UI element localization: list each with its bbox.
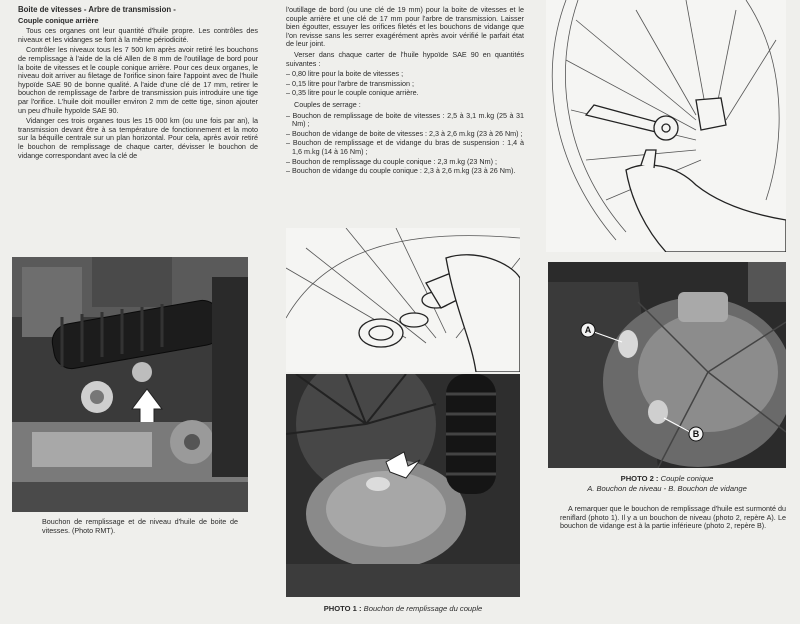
list-item: – Bouchon de vidange de boite de vitesses : 2,3 à 2,6 m.kg (23 à 26 Nm) ; bbox=[286, 128, 523, 138]
torque-list bbox=[286, 112, 524, 176]
paragraph: l'outillage de bord (ou une clé de 19 mm) pour la boite de vitesses et le couple arrière et une clé de 17 mm pour l'arbre de transmission. Laisser bien égoutter, essuyer les orifices filetés et les bouchons de vidange que l'on revisse sans les serrer exagérément après avoir vérifié le parfait état de leur joint. bbox=[286, 5, 524, 49]
list-item: – Bouchon de remplissage et de vidange du bras de suspension : 1,4 à 1,6 m.kg (14 à 16 Nm) ; bbox=[286, 138, 524, 156]
paragraph: Verser dans chaque carter de l'huile hypoïde SAE 90 en quantités suivantes : bbox=[286, 49, 524, 68]
column-2-text bbox=[286, 6, 524, 177]
photo-2-label-b: B bbox=[692, 429, 700, 439]
list-item: – 0,80 litre pour la boite de vitesses ; bbox=[286, 69, 404, 79]
section-subheading: Couple conique arrière bbox=[18, 15, 99, 25]
gearbox-photo-image bbox=[12, 257, 248, 512]
paragraph: Tous ces organes ont leur quantité d'huile propre. Les contrôles des niveaux et les vidanges se font à la même périodicité. bbox=[18, 26, 258, 44]
column-1-text bbox=[18, 6, 258, 162]
list-item: – 0,35 litre pour le couple conique arrière. bbox=[286, 88, 419, 98]
photo-2-legend: A. Bouchon de niveau - B. Bouchon de vidange bbox=[587, 484, 747, 493]
wrench-drawing bbox=[546, 0, 786, 252]
photo-2-caption-text: Couple conique bbox=[660, 474, 714, 483]
paragraph: Vidanger ces trois organes tous les 15 000 km (ou une fois par an), la transmission devant être à sa température de fonctionnement et la moto sur la béquille centrale sur un plan horizontal. Pour cela, après avoir retiré le bouchon de remplissage de chaque carter, dévisser le bouchon de vidange correspondant avec la clé de bbox=[18, 116, 258, 160]
photo-2-caption-prefix: PHOTO 2 : bbox=[620, 474, 659, 483]
photo-1-image bbox=[286, 374, 520, 597]
photo-2-label-a: A bbox=[584, 325, 592, 335]
photo-1 bbox=[286, 374, 520, 597]
paragraph: Contrôler les niveaux tous les 7 500 km après avoir retiré les bouchons de remplissage à l'aide de la clé Allen de 8 mm de l'outillage de bord pour la boite de vitesses et le couple conique arrière. Pour ces deux organes, le niveau doit arriver au filetage de l'orifice sinon faire l'appoint avec de l'huile hypoïde SAE 90 de bonne qualité. A l'aide d'une clé de 17 mm, retirer le bouchon de remplissage de l'arbre de transmission puis introduire une tige par l'orifice. L'huile doit mouiller environ 2 mm de cette tige, sinon ajouter un peu d'huile hypoïde SAE 90. bbox=[18, 45, 258, 115]
photo-1-caption-text: Bouchon de remplissage du couple bbox=[363, 604, 483, 613]
oil-quantity-list bbox=[286, 70, 524, 98]
list-item: – Bouchon de vidange du couple conique : 2,3 à 2,6 m.kg (23 à 26 Nm). bbox=[286, 166, 516, 176]
column-3-text bbox=[560, 505, 786, 533]
list-item: – Bouchon de remplissage du couple conique : 2,3 m.kg (23 Nm) ; bbox=[286, 156, 497, 166]
photo-2 bbox=[548, 262, 786, 468]
photo-1-caption bbox=[286, 604, 520, 613]
paragraph: A remarquer que le bouchon de remplissage d'huile est surmonté du reniflard (photo 1). Il y a un bouchon de niveau (photo 2, repère A). Le bouchon de vidange est à la partie inférieure (photo 2, repère B). bbox=[560, 504, 786, 531]
list-item: – Bouchon de remplissage de boite de vitesses : 2,5 à 3,1 m.kg (25 à 31 Nm) ; bbox=[286, 110, 524, 129]
photo-2-caption-title bbox=[548, 474, 786, 483]
gearbox-photo bbox=[12, 257, 248, 512]
section-heading: Boite de vitesses - Arbre de transmission - bbox=[18, 5, 176, 14]
torque-heading: Couples de serrage : bbox=[294, 99, 361, 109]
photo-2-image bbox=[548, 262, 786, 468]
filler-illustration bbox=[286, 228, 520, 372]
list-item: – 0,15 litre pour l'arbre de transmission ; bbox=[286, 78, 415, 88]
gearbox-photo-caption: Bouchon de remplissage et de niveau d'huile de boite de vitesses. (Photo RMT). bbox=[42, 517, 238, 535]
photo-1-caption-prefix: PHOTO 1 : bbox=[323, 604, 362, 613]
filler-drawing bbox=[286, 228, 520, 372]
wheel-illustration bbox=[546, 0, 786, 252]
